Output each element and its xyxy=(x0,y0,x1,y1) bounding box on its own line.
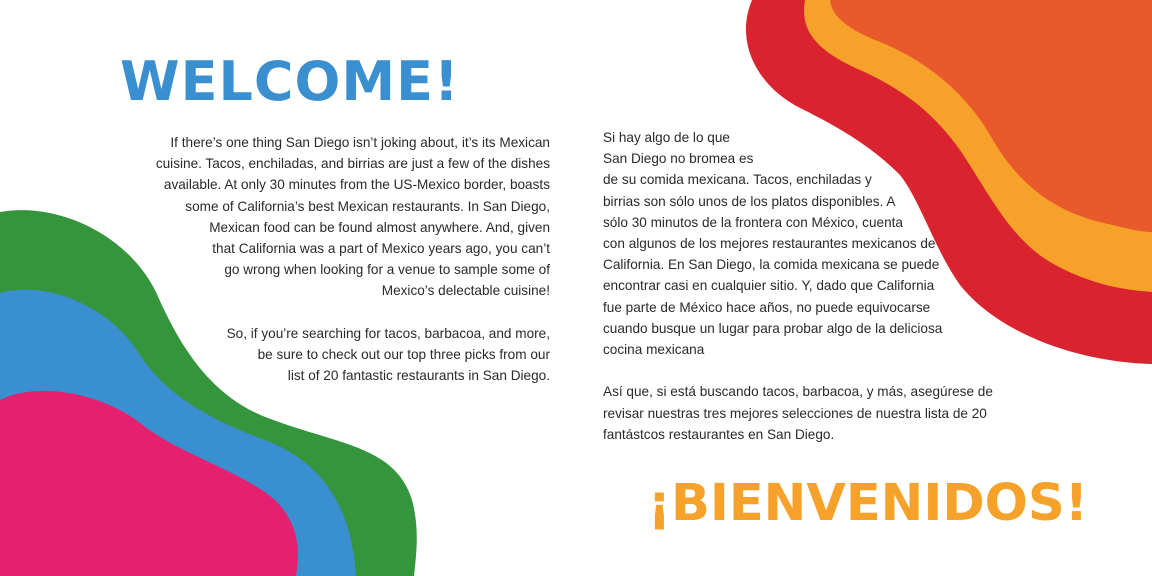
text-line: cuando busque un lugar para probar algo de la deliciosa xyxy=(603,320,943,336)
spanish-body xyxy=(603,127,1033,466)
text-line: cuisine. Tacos, enchiladas, and birrias are just a few of the dishes xyxy=(155,156,550,172)
text-line: some of California’s best Mexican restaurants. In San Diego, xyxy=(185,198,550,214)
english-paragraph-1 xyxy=(118,132,550,302)
text-line: birrias son sólo unos de los platos disponibles. A xyxy=(603,193,896,209)
text-line: be sure to check out our top three picks from our xyxy=(257,347,550,363)
text-line: sólo 30 minutos de la frontera con México, cuenta xyxy=(603,214,903,230)
text-line: So, if you’re searching for tacos, barbacoa, and more, xyxy=(226,325,550,341)
english-paragraph-2 xyxy=(118,323,550,387)
text-line: cocina mexicana xyxy=(603,342,705,358)
text-line: fue parte de México hace años, no puede equivocarse xyxy=(603,299,931,315)
welcome-title: WELCOME! xyxy=(120,50,460,113)
text-line: encontrar casi en cualquier sitio. Y, dado que California xyxy=(603,278,935,294)
text-line: available. At only 30 minutes from the US-Mexico border, boasts xyxy=(163,177,550,193)
text-line: revisar nuestras tres mejores selecciones de nuestra lista de 20 xyxy=(603,405,987,421)
text-line: Si hay algo de lo que xyxy=(603,130,730,145)
english-body xyxy=(118,132,550,408)
text-line: con algunos de los mejores restaurantes mexicanos de xyxy=(603,236,936,252)
text-line: San Diego no bromea es xyxy=(603,151,754,167)
text-line: Así que, si está buscando tacos, barbacoa, y más, asegúrese de xyxy=(603,384,993,400)
text-line: list of 20 fantastic restaurants in San Diego. xyxy=(287,368,550,384)
text-line: that California was a part of Mexico years ago, you can’t xyxy=(212,241,550,257)
text-line: California. En San Diego, la comida mexicana se puede xyxy=(603,257,940,273)
text-line: de su comida mexicana. Tacos, enchiladas y xyxy=(603,172,872,188)
spanish-paragraph-2 xyxy=(603,381,1033,445)
text-line: Mexican food can be found almost anywhere. And, given xyxy=(209,219,550,235)
text-line: Mexico’s delectable cuisine! xyxy=(381,283,550,299)
text-line: fantástcos restaurantes en San Diego. xyxy=(603,426,835,442)
bienvenidos-title: ¡BIENVENIDOS! xyxy=(647,474,1088,533)
spanish-paragraph-1 xyxy=(603,127,1033,360)
text-line: If there’s one thing San Diego isn’t joking about, it’s its Mexican xyxy=(170,135,550,150)
text-line: go wrong when looking for a venue to sample some of xyxy=(224,262,550,278)
